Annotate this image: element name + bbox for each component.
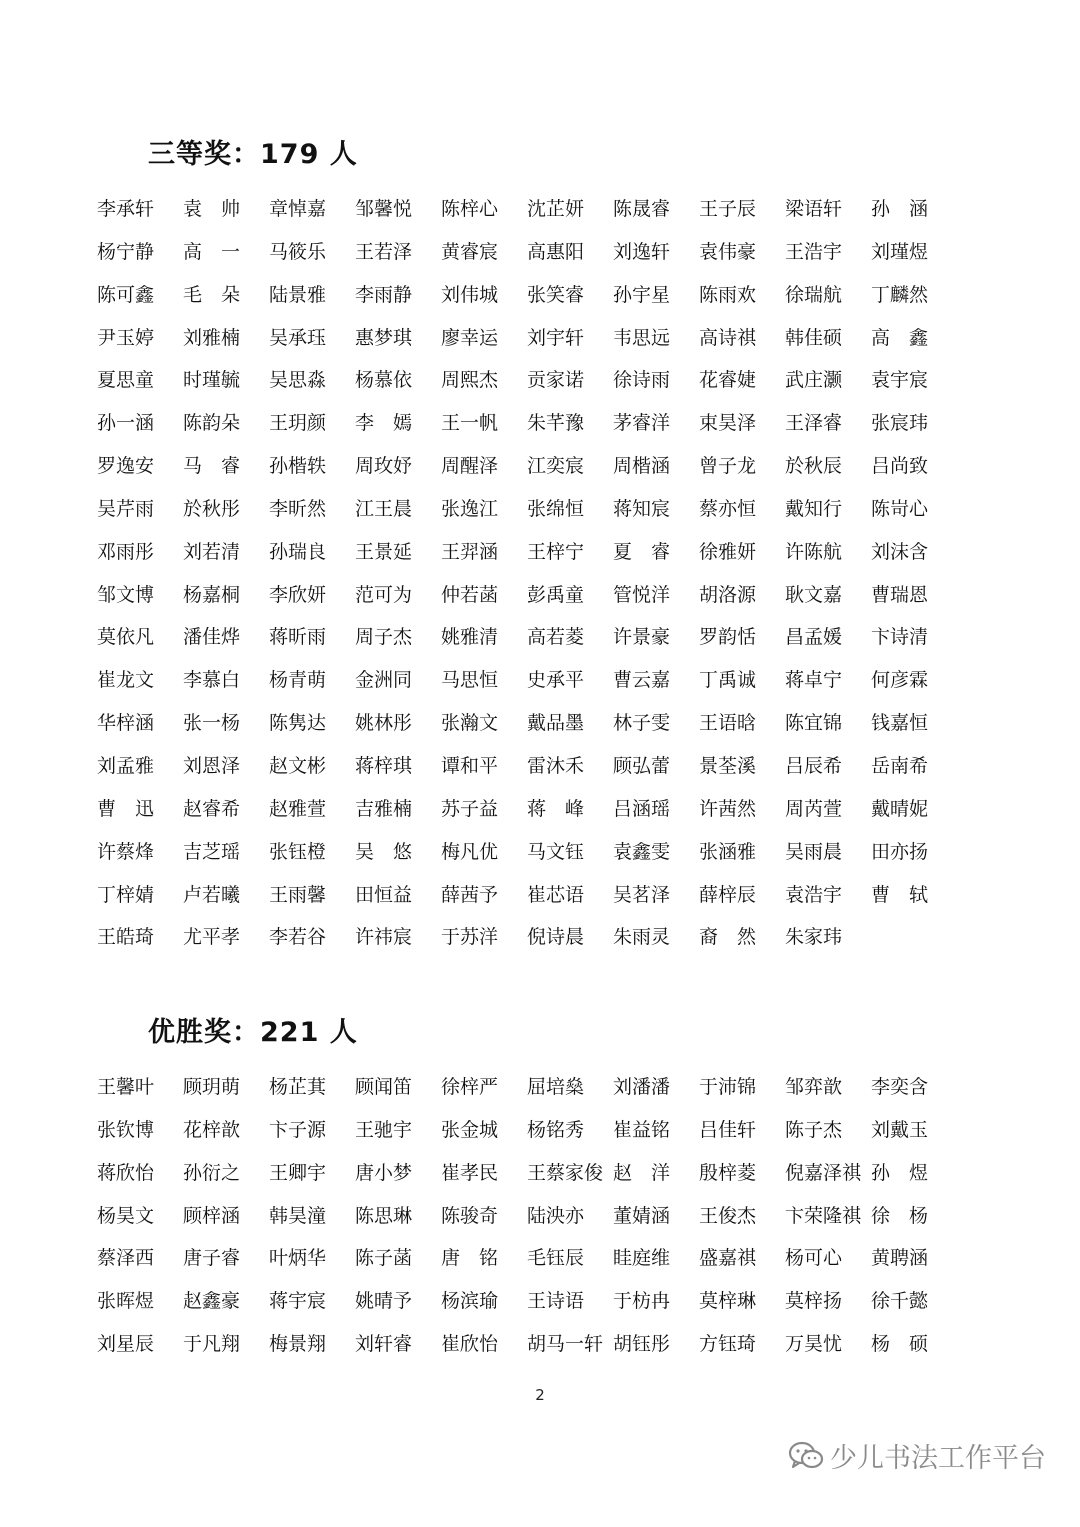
name-entry: 张一杨 <box>183 712 241 735</box>
name-entry: 杨滨瑜 <box>441 1290 499 1313</box>
name-entry: 莫依凡 <box>97 626 155 649</box>
name-entry: 丁梓婧 <box>97 883 155 906</box>
name-entry: 王蔡家俊 <box>527 1161 604 1184</box>
name-entry: 梅景翔 <box>269 1333 327 1356</box>
name-entry: 高若菱 <box>527 626 585 649</box>
name-entry: 王景延 <box>355 540 413 563</box>
name-entry: 廖幸运 <box>441 326 499 349</box>
name-entry: 何彦霖 <box>871 669 929 692</box>
name-entry: 朱家玮 <box>785 926 843 949</box>
name-entry: 徐瑞航 <box>785 283 843 306</box>
name-entry: 莫梓琳 <box>699 1290 757 1313</box>
name-entry: 茅睿洋 <box>613 412 671 435</box>
name-entry: 陈韵朵 <box>183 412 241 435</box>
name-entry: 蒋欣怡 <box>97 1161 155 1184</box>
name-entry: 张钦博 <box>97 1118 155 1141</box>
name-entry: 孙楷轶 <box>269 455 327 478</box>
name-entry: 曹云嘉 <box>613 669 671 692</box>
name-entry: 胡洛源 <box>699 583 757 606</box>
name-entry: 唐小梦 <box>355 1161 413 1184</box>
name-entry: 王浩宇 <box>785 240 843 263</box>
name-entry: 於秋彤 <box>183 497 241 520</box>
name-entry: 曹 迅 <box>97 797 155 820</box>
name-entry: 王一帆 <box>441 412 499 435</box>
name-entry: 姚晴予 <box>355 1290 413 1313</box>
name-entry: 张瀚文 <box>441 712 499 735</box>
name-entry: 吕佳轩 <box>699 1118 757 1141</box>
name-entry: 蔡泽西 <box>97 1247 155 1270</box>
merit-prize-names <box>97 1072 957 1372</box>
name-entry: 赵睿希 <box>183 797 241 820</box>
name-entry: 唐子睿 <box>183 1247 241 1270</box>
name-entry: 曾子龙 <box>699 455 757 478</box>
name-entry: 顾闻笛 <box>355 1076 413 1098</box>
name-entry: 薛梓辰 <box>699 883 757 906</box>
name-entry: 岳南希 <box>871 754 929 777</box>
name-entry: 姚林彤 <box>355 712 413 735</box>
name-entry: 夏 睿 <box>613 540 671 563</box>
name-entry: 刘宇轩 <box>527 326 585 349</box>
name-entry: 蒋知宸 <box>613 497 671 520</box>
name-entry: 吉芝瑶 <box>183 840 241 863</box>
name-entry: 王驰宇 <box>355 1118 413 1141</box>
name-entry: 崔芯语 <box>527 883 585 906</box>
name-entry: 戴晴妮 <box>871 797 929 820</box>
name-entry: 崔益铭 <box>613 1118 671 1141</box>
name-entry: 孙宇星 <box>613 283 671 306</box>
wechat-icon <box>788 1440 824 1472</box>
name-entry: 韦思远 <box>613 326 671 349</box>
name-entry: 唐 铭 <box>441 1247 499 1270</box>
name-entry: 杨慕依 <box>355 369 413 392</box>
name-entry: 眭庭维 <box>613 1247 671 1270</box>
third-prize-heading: 三等奖：179 人 <box>148 139 358 170</box>
name-entry: 曹 轼 <box>871 883 929 906</box>
name-entry: 吴 悠 <box>355 840 413 863</box>
name-entry: 蒋卓宁 <box>785 669 843 692</box>
name-entry: 田恒益 <box>355 883 413 906</box>
name-entry: 韩佳硕 <box>785 326 843 349</box>
name-entry: 于凡翔 <box>183 1333 241 1356</box>
name-entry: 苏子益 <box>441 797 499 820</box>
name-entry: 耿文嘉 <box>785 583 843 606</box>
name-entry: 袁伟豪 <box>699 240 757 263</box>
name-entry: 盛嘉祺 <box>699 1247 757 1270</box>
name-entry: 李承轩 <box>97 198 155 220</box>
name-entry: 朱雨灵 <box>613 926 671 949</box>
name-entry: 李 嫣 <box>355 412 413 435</box>
name-entry: 许祎宸 <box>355 926 413 949</box>
name-entry: 袁浩宇 <box>785 883 843 906</box>
name-entry: 昌孟媛 <box>785 626 843 649</box>
name-entry: 李若谷 <box>269 926 327 949</box>
name-entry: 袁鑫雯 <box>613 840 671 863</box>
name-entry: 惠梦琪 <box>355 326 413 349</box>
name-entry: 谭和平 <box>441 754 499 777</box>
name-entry: 王语晗 <box>699 712 757 735</box>
name-entry: 仲若菡 <box>441 583 499 606</box>
name-entry: 李奕含 <box>871 1076 929 1098</box>
name-entry: 徐 杨 <box>871 1204 929 1227</box>
name-entry: 张涵雅 <box>699 840 757 863</box>
name-entry: 王羿涵 <box>441 540 499 563</box>
name-entry: 田亦扬 <box>871 840 929 863</box>
page-number: 2 <box>535 1386 545 1404</box>
name-entry: 于枋冉 <box>613 1290 671 1313</box>
name-entry: 尹玉婷 <box>97 326 155 349</box>
name-entry: 卞诗清 <box>871 626 929 649</box>
name-entry: 杨青萌 <box>269 669 327 692</box>
name-entry: 刘雅楠 <box>183 326 241 349</box>
name-entry: 吴茗泽 <box>613 883 671 906</box>
name-entry: 马思恒 <box>441 669 499 692</box>
name-entry: 吕辰希 <box>785 754 843 777</box>
name-entry: 马 睿 <box>183 455 241 478</box>
name-entry: 陈可鑫 <box>97 283 155 306</box>
name-entry: 王泽睿 <box>785 412 843 435</box>
name-entry: 杨可心 <box>785 1247 843 1270</box>
name-entry: 花梓歆 <box>183 1118 241 1141</box>
name-entry: 刘孟雅 <box>97 754 155 777</box>
name-entry: 马筱乐 <box>269 240 327 263</box>
name-entry: 徐雅妍 <box>699 540 757 563</box>
name-entry: 戴知行 <box>785 497 843 520</box>
name-entry: 于苏洋 <box>441 926 499 949</box>
name-entry: 梅凡优 <box>441 840 499 863</box>
name-entry: 崔龙文 <box>97 669 155 692</box>
name-entry: 刘戴玉 <box>871 1118 929 1141</box>
name-entry: 许蔡烽 <box>97 840 155 863</box>
name-entry: 陆泱亦 <box>527 1204 585 1227</box>
name-entry: 高 一 <box>183 240 241 263</box>
name-entry: 邓雨彤 <box>97 540 155 563</box>
name-entry: 卢若曦 <box>183 883 241 906</box>
name-entry: 陈思琳 <box>355 1204 413 1227</box>
name-entry: 潘佳烨 <box>183 626 241 649</box>
name-entry: 叶炳华 <box>269 1247 327 1270</box>
name-entry: 于沛锦 <box>699 1076 757 1098</box>
name-entry: 周醒泽 <box>441 455 499 478</box>
name-entry: 孙瑞良 <box>269 540 327 563</box>
name-entry: 刘瑾煜 <box>871 240 929 263</box>
name-entry: 姚雅清 <box>441 626 499 649</box>
name-entry: 许茜然 <box>699 797 757 820</box>
name-entry: 吴雨晨 <box>785 840 843 863</box>
name-entry: 江奕宸 <box>527 455 585 478</box>
name-entry: 王俊杰 <box>699 1204 757 1227</box>
name-entry: 蒋昕雨 <box>269 626 327 649</box>
name-entry: 顾梓涵 <box>183 1204 241 1227</box>
name-entry: 丁麟然 <box>871 283 929 306</box>
name-entry: 赵雅萱 <box>269 797 327 820</box>
name-entry: 刘逸轩 <box>613 240 671 263</box>
merit-prize-heading: 优胜奖：221 人 <box>148 1017 358 1048</box>
name-entry: 马文钰 <box>527 840 585 863</box>
name-entry: 刘沫含 <box>871 540 929 563</box>
name-entry: 胡钰彤 <box>613 1333 671 1356</box>
name-entry: 周玫妤 <box>355 455 413 478</box>
name-entry: 李慕白 <box>183 669 241 692</box>
name-entry: 张宸玮 <box>871 412 929 435</box>
name-entry: 王子辰 <box>699 198 757 220</box>
name-entry: 陈子菡 <box>355 1247 413 1270</box>
name-entry: 裔 然 <box>699 926 757 949</box>
name-entry: 董婧涵 <box>613 1204 671 1227</box>
name-entry: 屈培燊 <box>527 1076 585 1098</box>
name-entry: 徐诗雨 <box>613 369 671 392</box>
name-entry: 毛钰辰 <box>527 1247 585 1270</box>
name-entry: 王梓宁 <box>527 540 585 563</box>
name-entry: 倪嘉泽祺 <box>785 1161 862 1184</box>
name-entry: 孙 煜 <box>871 1161 929 1184</box>
name-entry: 章悼嘉 <box>269 198 327 220</box>
name-entry: 薛茜予 <box>441 883 499 906</box>
name-entry: 李雨静 <box>355 283 413 306</box>
name-entry: 陈雨欢 <box>699 283 757 306</box>
name-entry: 赵鑫豪 <box>183 1290 241 1313</box>
name-entry: 陆景雅 <box>269 283 327 306</box>
name-entry: 徐千懿 <box>871 1290 929 1313</box>
name-entry: 王玥颜 <box>269 412 327 435</box>
name-entry: 丁禹诚 <box>699 669 757 692</box>
name-entry: 管悦洋 <box>613 583 671 606</box>
name-entry: 彭禹童 <box>527 583 585 606</box>
name-entry: 万昊忧 <box>785 1333 843 1356</box>
name-entry: 卞子源 <box>269 1118 327 1141</box>
name-entry: 刘星辰 <box>97 1333 155 1356</box>
name-entry: 杨宁静 <box>97 240 155 263</box>
name-entry: 徐梓严 <box>441 1076 499 1098</box>
name-entry: 陈骏奇 <box>441 1204 499 1227</box>
name-entry: 倪诗晨 <box>527 926 585 949</box>
name-entry: 周芮萱 <box>785 797 843 820</box>
name-entry: 蒋宇宸 <box>269 1290 327 1313</box>
name-entry: 许景豪 <box>613 626 671 649</box>
name-entry: 刘恩泽 <box>183 754 241 777</box>
name-entry: 王卿宇 <box>269 1161 327 1184</box>
name-entry: 顾玥萌 <box>183 1076 241 1098</box>
name-entry: 李昕然 <box>269 497 327 520</box>
name-entry: 崔欣怡 <box>441 1333 499 1356</box>
name-entry: 赵文彬 <box>269 754 327 777</box>
name-entry: 黄睿宸 <box>441 240 499 263</box>
name-entry: 李欣妍 <box>269 583 327 606</box>
name-entry: 杨昊文 <box>97 1204 155 1227</box>
name-entry: 邹文博 <box>97 583 155 606</box>
name-entry: 史承平 <box>527 669 585 692</box>
name-entry: 蒋 峰 <box>527 797 585 820</box>
name-entry: 许陈航 <box>785 540 843 563</box>
name-entry: 罗韵恬 <box>699 626 757 649</box>
name-entry: 金洲同 <box>355 669 413 692</box>
name-entry: 殷梓菱 <box>699 1161 757 1184</box>
name-entry: 顾弘蕾 <box>613 754 671 777</box>
name-entry: 邹弈歆 <box>785 1076 843 1098</box>
name-entry: 周楷涵 <box>613 455 671 478</box>
name-entry: 吴芹雨 <box>97 497 155 520</box>
name-entry: 孙 涵 <box>871 198 929 220</box>
name-entry: 袁宇宸 <box>871 369 929 392</box>
name-entry: 刘轩睿 <box>355 1333 413 1356</box>
name-entry: 贡家诺 <box>527 369 585 392</box>
name-entry: 范可为 <box>355 583 413 606</box>
name-entry: 蔡亦恒 <box>699 497 757 520</box>
watermark <box>788 1436 1046 1475</box>
name-entry: 时瑾毓 <box>183 369 241 392</box>
name-entry: 崔孝民 <box>441 1161 499 1184</box>
name-entry: 张逸江 <box>441 497 499 520</box>
name-entry: 吕尚致 <box>871 455 929 478</box>
name-entry: 华梓涵 <box>97 712 155 735</box>
name-entry: 周子杰 <box>355 626 413 649</box>
name-entry: 周熙杰 <box>441 369 499 392</box>
name-entry: 胡马一轩 <box>527 1333 604 1356</box>
name-entry: 刘潘潘 <box>613 1076 671 1098</box>
name-entry: 张晖煜 <box>97 1290 155 1313</box>
name-entry: 杨嘉桐 <box>183 583 241 606</box>
name-entry: 毛 朵 <box>183 283 241 306</box>
name-entry: 吉雅楠 <box>355 797 413 820</box>
name-entry: 高诗祺 <box>699 326 757 349</box>
name-entry: 钱嘉恒 <box>871 712 929 735</box>
name-entry: 邹馨悦 <box>355 198 413 220</box>
name-entry: 林子雯 <box>613 712 671 735</box>
name-entry: 王馨叶 <box>97 1076 155 1098</box>
name-entry: 张钰橙 <box>269 840 327 863</box>
name-entry: 曹瑞恩 <box>871 583 929 606</box>
name-entry: 张笑睿 <box>527 283 585 306</box>
name-entry: 武庄灏 <box>785 369 843 392</box>
name-entry: 高惠阳 <box>527 240 585 263</box>
name-entry: 景荃溪 <box>699 754 757 777</box>
third-prize-names <box>97 194 957 965</box>
name-entry: 孙一涵 <box>97 412 155 435</box>
name-entry: 方钰琦 <box>699 1333 757 1356</box>
name-entry: 夏思童 <box>97 369 155 392</box>
name-entry: 韩昊潼 <box>269 1204 327 1227</box>
name-entry: 罗逸安 <box>97 455 155 478</box>
name-entry: 戴品墨 <box>527 712 585 735</box>
name-entry: 袁 帅 <box>183 198 241 220</box>
name-entry: 张绵恒 <box>527 497 585 520</box>
name-entry: 杨铭秀 <box>527 1118 585 1141</box>
name-entry: 莫梓扬 <box>785 1290 843 1313</box>
name-entry: 陈子杰 <box>785 1118 843 1141</box>
watermark-text: 少儿书法工作平台 <box>830 1443 1046 1474</box>
name-entry: 陈宜锦 <box>785 712 843 735</box>
name-entry: 张金城 <box>441 1118 499 1141</box>
name-entry: 王雨馨 <box>269 883 327 906</box>
name-entry: 刘伟城 <box>441 283 499 306</box>
name-entry: 吕涵瑶 <box>613 797 671 820</box>
name-entry: 花睿婕 <box>699 369 757 392</box>
name-entry: 蒋梓琪 <box>355 754 413 777</box>
name-entry: 陈梓心 <box>441 198 499 220</box>
name-entry: 陈隽达 <box>269 712 327 735</box>
name-entry: 江王晨 <box>355 497 413 520</box>
name-entry: 赵 洋 <box>613 1161 671 1184</box>
name-entry: 朱芊豫 <box>527 412 585 435</box>
name-entry: 杨 硕 <box>871 1333 929 1356</box>
name-entry: 杨芷萁 <box>269 1076 327 1098</box>
name-entry: 刘若清 <box>183 540 241 563</box>
name-entry: 陈岢心 <box>871 497 929 520</box>
name-entry: 黄聘涵 <box>871 1247 929 1270</box>
name-entry: 高 鑫 <box>871 326 929 349</box>
name-entry: 沈芷妍 <box>527 198 585 220</box>
name-entry: 吴承珏 <box>269 326 327 349</box>
name-entry: 梁语轩 <box>785 198 843 220</box>
name-entry: 王诗语 <box>527 1290 585 1313</box>
name-entry: 雷沐禾 <box>527 754 585 777</box>
name-entry: 卞荣隆祺 <box>785 1204 862 1227</box>
name-entry: 孙衍之 <box>183 1161 241 1184</box>
name-entry: 束昊泽 <box>699 412 757 435</box>
name-entry: 於秋辰 <box>785 455 843 478</box>
name-entry: 吴思淼 <box>269 369 327 392</box>
name-entry: 王若泽 <box>355 240 413 263</box>
name-entry: 尤平孝 <box>183 926 241 949</box>
name-entry: 陈晟睿 <box>613 198 671 220</box>
name-entry: 王皓琦 <box>97 926 155 949</box>
